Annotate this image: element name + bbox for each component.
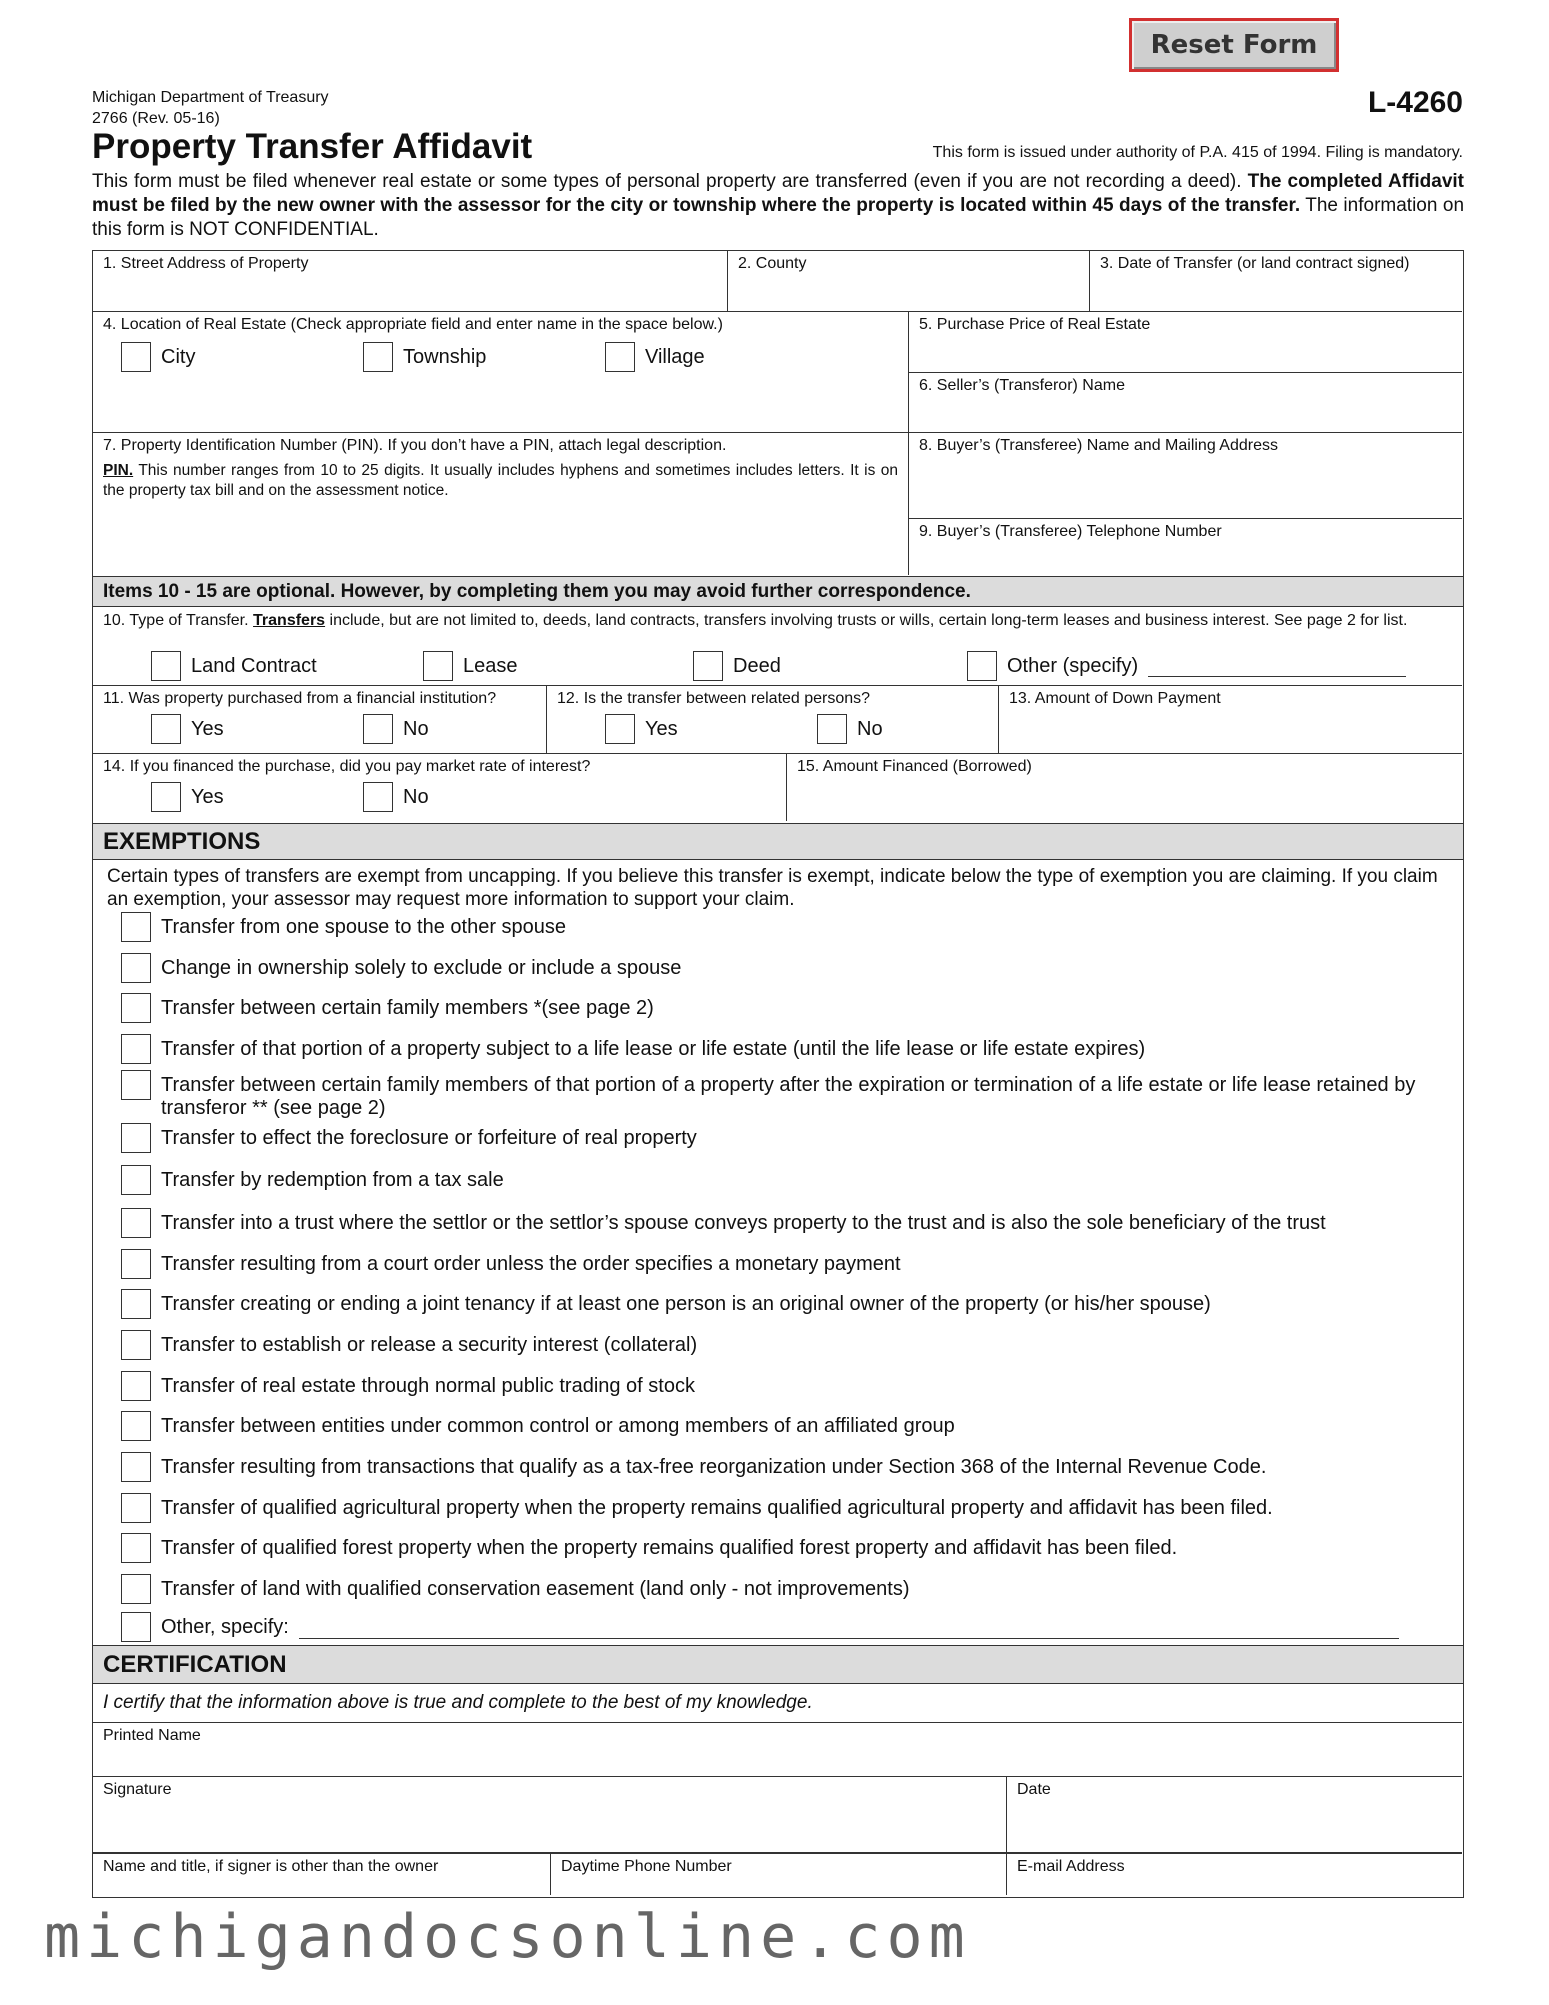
buyer-phone-label: 9. Buyer’s (Transferee) Telephone Number [919,523,1222,540]
exemption-label: Transfer to effect the foreclosure or forfeiture of real property [161,1127,697,1149]
exemption-checkbox[interactable] [121,1452,151,1482]
market-rate-label: 14. If you financed the purchase, did you pay market rate of interest? [103,758,591,775]
exemption-label: Transfer between certain family members *(see page 2) [161,997,654,1019]
transfer-date-field[interactable] [1089,251,1462,311]
intro-text [92,170,1464,242]
city-checkbox[interactable] [121,342,151,372]
f12-yes-checkbox[interactable] [605,714,635,744]
exemption-label: Transfer between certain family members of that portion of a property after the expiration or termination of a life estate or life lease retained by transferor ** (see page 2) [161,1074,1416,1119]
exemption-label: Transfer by redemption from a tax sale [161,1169,504,1191]
exemption-label: Transfer of qualified forest property when the property remains qualified forest property and affidavit has been filed. [161,1537,1178,1559]
date-label: Date [1017,1781,1051,1798]
exemption-checkbox[interactable] [121,1289,151,1319]
exemption-other-label: Other, specify: [161,1616,289,1638]
township-label: Township [403,345,487,368]
deed-label: Deed [733,655,781,677]
f12-yes-option[interactable] [605,714,678,744]
land-contract-checkbox[interactable] [151,651,181,681]
exemption-row[interactable] [121,1334,1441,1360]
buyer-name-label: 8. Buyer’s (Transferee) Name and Mailing Address [919,437,1278,454]
certification-section [92,1646,1464,1898]
email-label: E-mail Address [1017,1858,1125,1875]
f11-no-checkbox[interactable] [363,714,393,744]
township-checkbox[interactable] [363,342,393,372]
printed-name-field[interactable] [93,1722,1462,1776]
exemption-row[interactable] [121,1127,1441,1153]
f14-yes-option[interactable] [151,782,224,812]
county-field[interactable] [727,251,1089,311]
location-label: 4. Location of Real Estate (Check appropriate field and enter name in the space below.) [103,316,723,333]
property-info-table [92,250,1464,577]
exemption-row[interactable] [121,1578,1441,1604]
exemption-label: Transfer to establish or release a security interest (collateral) [161,1334,698,1356]
seller-name-field[interactable] [908,372,1462,432]
other-transfer-label: Other (specify) [1007,655,1139,677]
transfer-type-field [93,607,1462,685]
date-field[interactable] [1006,1776,1462,1852]
transfer-option-deed[interactable] [693,651,781,681]
authority-note: This form is issued under authority of P.A. 415 of 1994. Filing is mandatory. [932,144,1463,161]
transfer-date-label: 3. Date of Transfer (or land contract signed) [1100,255,1410,272]
exemption-row[interactable] [121,916,1441,942]
amount-financed-field[interactable] [786,753,1462,821]
exemption-checkbox[interactable] [121,1371,151,1401]
exemption-row[interactable] [121,1074,1441,1120]
market-rate-field [93,753,786,821]
daytime-phone-field[interactable] [550,1852,1006,1895]
exemption-checkbox[interactable] [121,1208,151,1238]
f11-yes-option[interactable] [151,714,224,744]
location-field [93,311,908,432]
exemption-row[interactable] [121,1537,1441,1563]
form-number: L-4260 [1367,86,1463,119]
form-revision: 2766 (Rev. 05-16) [92,110,220,127]
signer-other-label: Name and title, if signer is other than the owner [103,1858,439,1875]
purchase-price-label: 5. Purchase Price of Real Estate [919,316,1151,333]
f14-yes-label: Yes [191,785,224,808]
lease-label: Lease [463,655,518,677]
exemption-label: Transfer creating or ending a joint tenancy if at least one person is an original owner of the property (or his/her spouse) [161,1293,1211,1315]
pin-abbrev: PIN. [103,462,134,479]
exemption-other-row[interactable] [121,1616,1441,1642]
exemption-row[interactable] [121,1038,1441,1064]
exemption-row[interactable] [121,1169,1441,1195]
related-persons-field [546,685,998,753]
purchase-price-field[interactable] [908,311,1462,372]
county-label: 2. County [738,255,807,272]
pin-field[interactable] [93,432,908,575]
exemption-row[interactable] [121,1253,1441,1279]
down-payment-field[interactable] [998,685,1462,753]
intro-text-bold: The completed Affidavit must be filed by the new owner with the assessor for the city or township where the property is located within 45 days of the transfer. [92,171,1465,216]
exemption-checkbox[interactable] [121,1411,151,1441]
watermark-text: michigandocsonline.com [44,1902,971,1972]
daytime-phone-label: Daytime Phone Number [561,1858,732,1875]
pin-note [103,461,898,501]
financial-institution-label: 11. Was property purchased from a financial institution? [103,690,497,707]
department-name: Michigan Department of Treasury [92,89,329,106]
exemption-row[interactable] [121,1212,1441,1238]
exemptions-heading: EXEMPTIONS [93,824,1463,860]
exemption-row[interactable] [121,1293,1441,1319]
pin-label: 7. Property Identification Number (PIN). If you don’t have a PIN, attach legal description. [103,437,727,454]
land-contract-label: Land Contract [191,655,317,677]
reset-form-button[interactable]: Reset Form [1129,18,1339,72]
f11-yes-label: Yes [191,717,224,740]
location-option-village[interactable] [605,342,705,372]
village-checkbox[interactable] [605,342,635,372]
other-transfer-input[interactable] [1148,656,1406,677]
transfer-type-note: include, but are not limited to, deeds, land contracts, transfers involving trusts or wills, certain long-term leases and business interest. See page 2 for list. [329,612,1408,629]
seller-name-label: 6. Seller’s (Transferor) Name [919,377,1125,394]
exemption-checkbox[interactable] [121,1249,151,1279]
exemption-checkbox[interactable] [121,953,151,983]
village-label: Village [645,345,705,368]
exemption-label: Transfer of real estate through normal public trading of stock [161,1375,695,1397]
exemption-checkbox[interactable] [121,1493,151,1523]
intro-text-2: The information on this form is NOT CONFIDENTIAL. [92,195,1465,240]
printed-name-label: Printed Name [103,1727,201,1744]
street-address-field[interactable] [93,251,727,311]
financial-institution-field [93,685,546,753]
email-field[interactable] [1006,1852,1462,1895]
city-label: City [161,345,196,368]
exemption-checkbox[interactable] [121,912,151,942]
related-persons-label: 12. Is the transfer between related persons? [557,690,871,707]
exemption-label: Transfer resulting from a court order unless the order specifies a monetary payment [161,1253,901,1275]
signature-field[interactable] [93,1776,1006,1852]
exemption-other-checkbox[interactable] [121,1612,151,1642]
exemption-row[interactable] [121,1456,1441,1482]
exemption-label: Transfer resulting from transactions that qualify as a tax-free reorganization under Section 368 of the Internal Revenue Code. [161,1456,1267,1478]
exemption-other-input[interactable] [299,1616,1399,1639]
exemption-checkbox[interactable] [121,1574,151,1604]
street-address-label: 1. Street Address of Property [103,255,309,272]
intro-text-1: This form must be filed whenever real estate or some types of personal property are transferred (even if you are not recording a deed). [92,171,1242,192]
exemption-row[interactable] [121,1415,1441,1441]
exemption-label: Transfer into a trust where the settlor or the settlor’s spouse conveys property to the trust and is also the sole beneficiary of the trust [161,1212,1326,1234]
exemption-label: Transfer of qualified agricultural property when the property remains qualified agricultural property and affidavit has been filed. [161,1497,1273,1519]
exemption-checkbox[interactable] [121,1165,151,1195]
transfers-term: Transfers [253,612,326,629]
certification-heading: CERTIFICATION [93,1646,1463,1684]
exemption-label: Transfer of land with qualified conservation easement (land only - not improvements) [161,1578,910,1600]
exemption-checkbox[interactable] [121,1330,151,1360]
transfer-type-label: 10. Type of Transfer. [103,612,249,629]
f12-no-label: No [857,717,883,740]
lease-checkbox[interactable] [423,651,453,681]
pin-note-text: This number ranges from 10 to 25 digits. It usually includes hyphens and sometimes includes letters. It is on the property tax bill and on the assessment notice. [103,462,899,499]
exemption-label: Change in ownership solely to exclude or include a spouse [161,957,682,979]
exemption-label: Transfer of that portion of a property subject to a life lease or life estate (until the life lease or life estate expires) [161,1038,1146,1060]
f11-no-option[interactable] [363,714,429,744]
exemption-row[interactable] [121,997,1441,1023]
deed-checkbox[interactable] [693,651,723,681]
optional-items-table [92,577,1464,824]
f12-no-option[interactable] [817,714,883,744]
f14-no-option[interactable] [363,782,429,812]
amount-financed-label: 15. Amount Financed (Borrowed) [797,758,1032,775]
other-transfer-checkbox[interactable] [967,651,997,681]
exemption-checkbox[interactable] [121,993,151,1023]
exemption-checkbox[interactable] [121,1533,151,1563]
buyer-phone-field[interactable] [908,518,1462,575]
location-option-city[interactable] [121,342,195,372]
optional-band: Items 10 - 15 are optional. However, by completing them you may avoid further correspondence. [93,577,1463,607]
exemption-checkbox[interactable] [121,1070,151,1100]
f12-no-checkbox[interactable] [817,714,847,744]
exemptions-section [92,824,1464,1646]
f11-no-label: No [403,717,429,740]
exemption-label: Transfer from one spouse to the other spouse [161,916,567,938]
transfer-option-other[interactable] [967,651,1406,681]
buyer-name-field[interactable] [908,432,1462,518]
exemption-label: Transfer between entities under common control or among members of an affiliated group [161,1415,955,1437]
signature-label: Signature [103,1781,172,1798]
f14-no-checkbox[interactable] [363,782,393,812]
f14-no-label: No [403,785,429,808]
certification-statement: I certify that the information above is true and complete to the best of my knowledge. [103,1692,813,1713]
f11-yes-checkbox[interactable] [151,714,181,744]
exemption-row[interactable] [121,1375,1441,1401]
transfer-option-land-contract[interactable] [151,651,317,681]
f12-yes-label: Yes [645,717,678,740]
exemption-row[interactable] [121,1497,1441,1523]
down-payment-label: 13. Amount of Down Payment [1009,690,1221,707]
location-option-township[interactable] [363,342,486,372]
exemptions-intro: Certain types of transfers are exempt from uncapping. If you believe this transfer is exempt, indicate below the type of exemption you are claiming. If you claim an exemption, your assessor may request more information to support your claim. [107,866,1438,910]
page-title: Property Transfer Affidavit [92,127,533,166]
exemption-checkbox[interactable] [121,1123,151,1153]
f14-yes-checkbox[interactable] [151,782,181,812]
exemption-row[interactable] [121,957,1441,983]
transfer-option-lease[interactable] [423,651,518,681]
signer-other-field[interactable] [93,1852,550,1895]
exemption-checkbox[interactable] [121,1034,151,1064]
